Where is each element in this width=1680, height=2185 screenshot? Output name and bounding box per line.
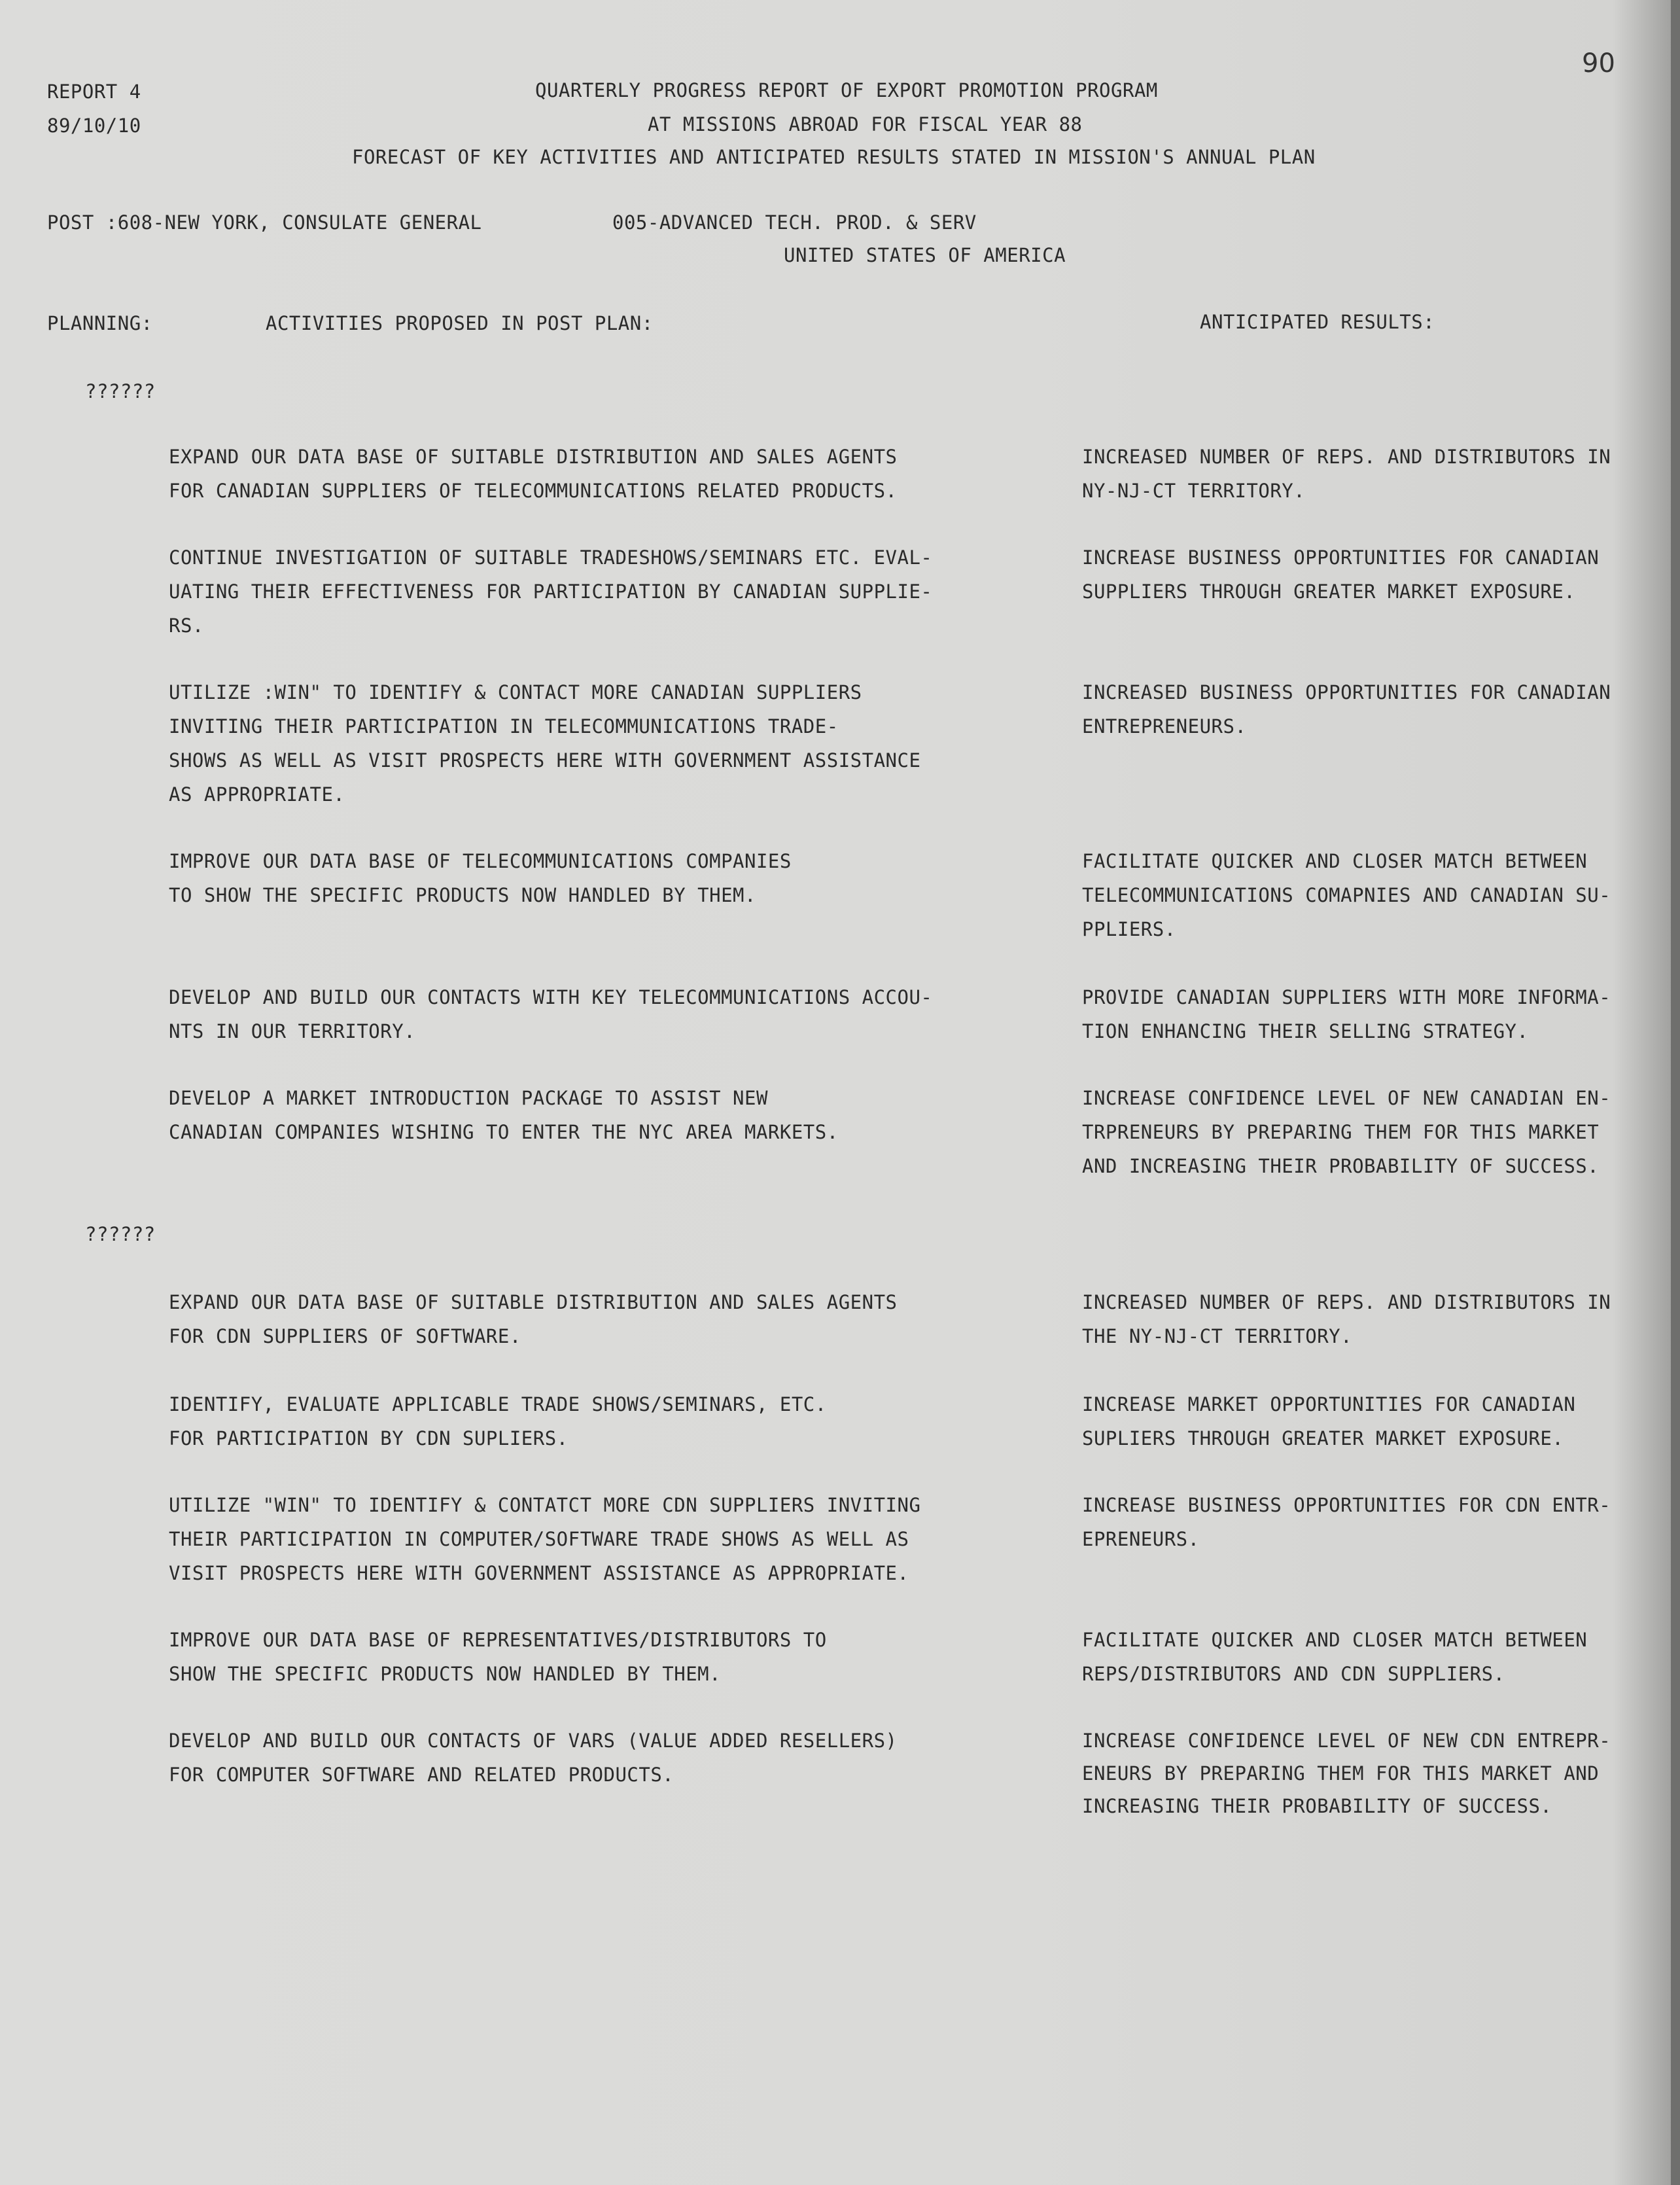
planning-header: PLANNING: xyxy=(47,312,153,334)
result-line: TION ENHANCING THEIR SELLING STRATEGY. xyxy=(1082,1020,1529,1042)
activity-line: AS APPROPRIATE. xyxy=(169,783,345,806)
post-label: POST :608-NEW YORK, CONSULATE GENERAL xyxy=(47,211,482,234)
result-line: INCREASE CONFIDENCE LEVEL OF NEW CANADIAN EN- xyxy=(1082,1087,1611,1109)
activity-line: IMPROVE OUR DATA BASE OF REPRESENTATIVES/DISTRIBUTORS TO xyxy=(169,1629,827,1651)
activity-line: RS. xyxy=(169,614,204,637)
activity-line: THEIR PARTICIPATION IN COMPUTER/SOFTWARE TRADE SHOWS AS WELL AS xyxy=(169,1528,909,1550)
activity-line: SHOWS AS WELL AS VISIT PROSPECTS HERE WITH GOVERNMENT ASSISTANCE xyxy=(169,749,921,772)
country-label: UNITED STATES OF AMERICA xyxy=(784,244,1066,266)
activity-line: VISIT PROSPECTS HERE WITH GOVERNMENT ASSISTANCE AS APPROPRIATE. xyxy=(169,1562,909,1584)
result-line: SUPPLIERS THROUGH GREATER MARKET EXPOSURE. xyxy=(1082,580,1576,603)
report-date: 89/10/10 xyxy=(47,115,141,137)
activity-line: IMPROVE OUR DATA BASE OF TELECOMMUNICATIONS COMPANIES xyxy=(169,850,792,872)
result-line: TELECOMMUNICATIONS COMAPNIES AND CANADIAN SU- xyxy=(1082,884,1611,906)
activity-line: DEVELOP AND BUILD OUR CONTACTS WITH KEY TELECOMMUNICATIONS ACCOU- xyxy=(169,986,933,1008)
result-line: FACILITATE QUICKER AND CLOSER MATCH BETWEEN xyxy=(1082,850,1588,872)
section-marker: ?????? xyxy=(85,1223,156,1245)
activity-line: EXPAND OUR DATA BASE OF SUITABLE DISTRIBUTION AND SALES AGENTS xyxy=(169,446,898,468)
result-line: INCREASE CONFIDENCE LEVEL OF NEW CDN ENTREPR- xyxy=(1082,1730,1611,1752)
activity-line: CANADIAN COMPANIES WISHING TO ENTER THE NYC AREA MARKETS. xyxy=(169,1121,839,1143)
result-line: INCREASED BUSINESS OPPORTUNITIES FOR CANADIAN xyxy=(1082,681,1611,703)
report-title-line2: AT MISSIONS ABROAD FOR FISCAL YEAR 88 xyxy=(648,113,1083,135)
page-edge-shadow xyxy=(1671,0,1680,2185)
result-line: SUPLIERS THROUGH GREATER MARKET EXPOSURE. xyxy=(1082,1427,1564,1449)
result-line: INCREASED NUMBER OF REPS. AND DISTRIBUTORS IN xyxy=(1082,1291,1611,1313)
activity-line: FOR COMPUTER SOFTWARE AND RELATED PRODUCTS. xyxy=(169,1764,674,1786)
activity-line: IDENTIFY, EVALUATE APPLICABLE TRADE SHOWS/SEMINARS, ETC. xyxy=(169,1393,827,1415)
report-id: REPORT 4 xyxy=(47,80,141,103)
activity-line: FOR CDN SUPPLIERS OF SOFTWARE. xyxy=(169,1325,521,1347)
result-line: INCREASED NUMBER OF REPS. AND DISTRIBUTORS IN xyxy=(1082,446,1611,468)
result-line: THE NY-NJ-CT TERRITORY. xyxy=(1082,1325,1353,1347)
result-line: INCREASE BUSINESS OPPORTUNITIES FOR CDN ENTR- xyxy=(1082,1494,1611,1516)
activity-line: UATING THEIR EFFECTIVENESS FOR PARTICIPATION BY CANADIAN SUPPLIE- xyxy=(169,580,933,603)
activity-line: DEVELOP AND BUILD OUR CONTACTS OF VARS (VALUE ADDED RESELLERS) xyxy=(169,1730,898,1752)
activity-line: INVITING THEIR PARTICIPATION IN TELECOMMUNICATIONS TRADE- xyxy=(169,715,839,737)
result-line: TRPRENEURS BY PREPARING THEM FOR THIS MARKET xyxy=(1082,1121,1600,1143)
result-line: ENTREPRENEURS. xyxy=(1082,715,1247,737)
activity-line: TO SHOW THE SPECIFIC PRODUCTS NOW HANDLED BY THEM. xyxy=(169,884,756,906)
activity-line: FOR CANADIAN SUPPLIERS OF TELECOMMUNICATIONS RELATED PRODUCTS. xyxy=(169,480,898,502)
results-header: ANTICIPATED RESULTS: xyxy=(1200,311,1435,333)
result-line: AND INCREASING THEIR PROBABILITY OF SUCCESS. xyxy=(1082,1155,1600,1177)
activity-line: EXPAND OUR DATA BASE OF SUITABLE DISTRIBUTION AND SALES AGENTS xyxy=(169,1291,898,1313)
sector-label: 005-ADVANCED TECH. PROD. & SERV xyxy=(612,211,977,234)
result-line: INCREASE MARKET OPPORTUNITIES FOR CANADIAN xyxy=(1082,1393,1576,1415)
result-line: INCREASING THEIR PROBABILITY OF SUCCESS. xyxy=(1082,1795,1552,1817)
result-line: NY-NJ-CT TERRITORY. xyxy=(1082,480,1306,502)
activity-line: UTILIZE "WIN" TO IDENTIFY & CONTATCT MORE CDN SUPPLIERS INVITING xyxy=(169,1494,921,1516)
activity-line: UTILIZE :WIN" TO IDENTIFY & CONTACT MORE CANADIAN SUPPLIERS xyxy=(169,681,862,703)
result-line: FACILITATE QUICKER AND CLOSER MATCH BETWEEN xyxy=(1082,1629,1588,1651)
activity-line: DEVELOP A MARKET INTRODUCTION PACKAGE TO ASSIST NEW xyxy=(169,1087,768,1109)
page-number: 90 xyxy=(1582,48,1615,79)
result-line: PROVIDE CANADIAN SUPPLIERS WITH MORE INFORMA- xyxy=(1082,986,1611,1008)
activities-header: ACTIVITIES PROPOSED IN POST PLAN: xyxy=(266,312,654,334)
activity-line: CONTINUE INVESTIGATION OF SUITABLE TRADESHOWS/SEMINARS ETC. EVAL- xyxy=(169,546,933,569)
result-line: REPS/DISTRIBUTORS AND CDN SUPPLIERS. xyxy=(1082,1663,1505,1685)
result-line: ENEURS BY PREPARING THEM FOR THIS MARKET AND xyxy=(1082,1762,1600,1785)
section-marker: ?????? xyxy=(85,380,156,402)
activity-line: NTS IN OUR TERRITORY. xyxy=(169,1020,416,1042)
result-line: EPRENEURS. xyxy=(1082,1528,1200,1550)
activity-line: FOR PARTICIPATION BY CDN SUPLIERS. xyxy=(169,1427,569,1449)
report-title-line1: QUARTERLY PROGRESS REPORT OF EXPORT PROMOTION PROGRAM xyxy=(535,79,1158,101)
activity-line: SHOW THE SPECIFIC PRODUCTS NOW HANDLED BY THEM. xyxy=(169,1663,722,1685)
report-title-line3: FORECAST OF KEY ACTIVITIES AND ANTICIPATED RESULTS STATED IN MISSION'S ANNUAL PLAN xyxy=(352,146,1316,168)
result-line: INCREASE BUSINESS OPPORTUNITIES FOR CANADIAN xyxy=(1082,546,1600,569)
result-line: PPLIERS. xyxy=(1082,918,1176,940)
